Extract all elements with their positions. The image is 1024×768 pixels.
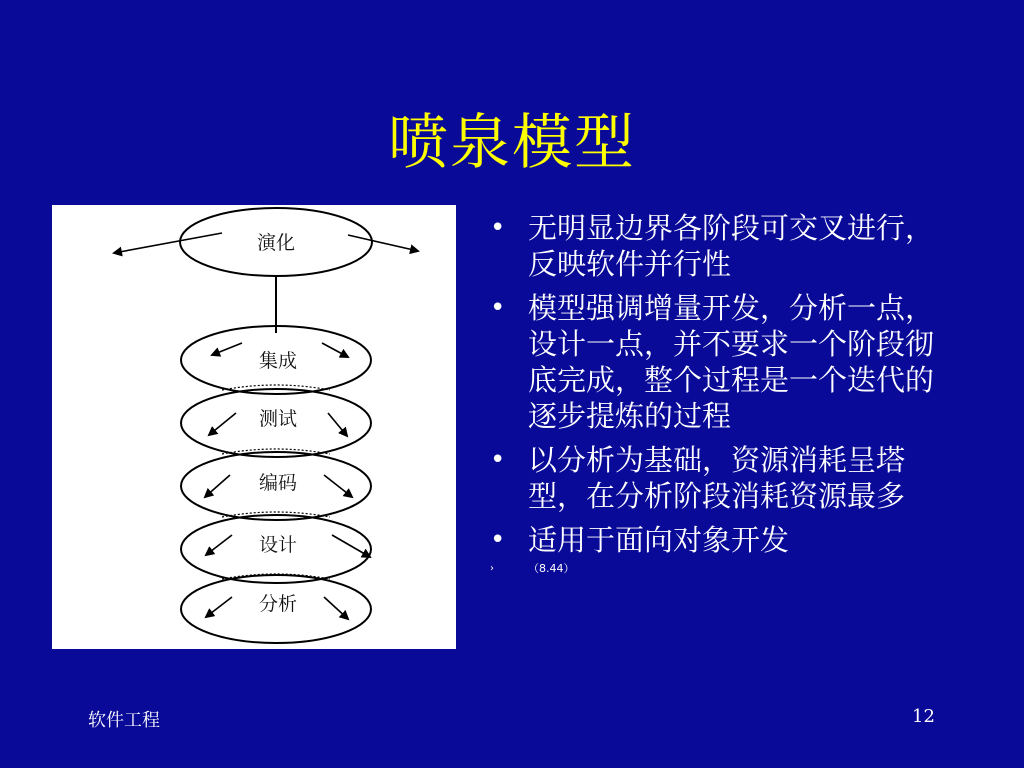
node-evolution-label: 演化 — [256, 232, 296, 254]
arrow-testing-right — [328, 413, 347, 436]
bullet-dot-icon: • — [490, 525, 506, 555]
arrow-analysis-right — [324, 597, 348, 619]
bullet-text: 无明显边界各阶段可交叉进行，反映软件并行性 — [528, 211, 935, 281]
arrow-testing-left — [209, 413, 236, 435]
arrow-coding-left — [205, 475, 230, 497]
node-testing-label: 测试 — [258, 408, 298, 430]
arrow-integration-right — [322, 343, 348, 357]
node-integration-label: 集成 — [258, 350, 298, 372]
arrow-right-outer — [348, 235, 418, 251]
node-design-label: 设计 — [258, 534, 298, 556]
bullet-dot-icon: • — [490, 293, 506, 323]
slide-title: 喷泉模型 — [388, 108, 636, 178]
arrow-integration-left — [212, 343, 242, 355]
bullet-item — [486, 290, 956, 434]
note-item — [486, 562, 956, 576]
node-coding-label: 编码 — [258, 472, 298, 494]
bullet-dot-icon: • — [490, 445, 506, 475]
note-arrow-icon: › — [490, 563, 494, 574]
bullet-text: 适用于面向对象开发 — [528, 523, 790, 557]
note-text: （8.44） — [528, 562, 575, 575]
bullet-item — [486, 210, 956, 282]
bullet-dot-icon: • — [490, 213, 506, 243]
arrow-design-left — [206, 535, 232, 555]
bullet-item — [486, 442, 956, 514]
footer-course-name: 软件工程 — [88, 710, 160, 731]
arrow-analysis-left — [206, 597, 232, 617]
bullet-text: 模型强调增量开发，分析一点，设计一点，并不要求一个阶段彻底完成，整个过程是一个迭代的逐步提炼的过程 — [528, 291, 935, 433]
fountain-model-diagram — [52, 205, 456, 649]
fountain-diagram-svg — [52, 205, 456, 649]
arrow-design-right — [332, 535, 370, 557]
arrow-coding-right — [324, 475, 352, 497]
bullet-list — [486, 210, 956, 576]
bullet-text: 以分析为基础，资源消耗呈塔型，在分析阶段消耗资源最多 — [528, 443, 906, 513]
node-analysis-label: 分析 — [258, 593, 298, 615]
footer-page-number: 12 — [912, 706, 935, 727]
bullet-item — [486, 522, 956, 558]
arrow-left-outer — [114, 233, 222, 253]
